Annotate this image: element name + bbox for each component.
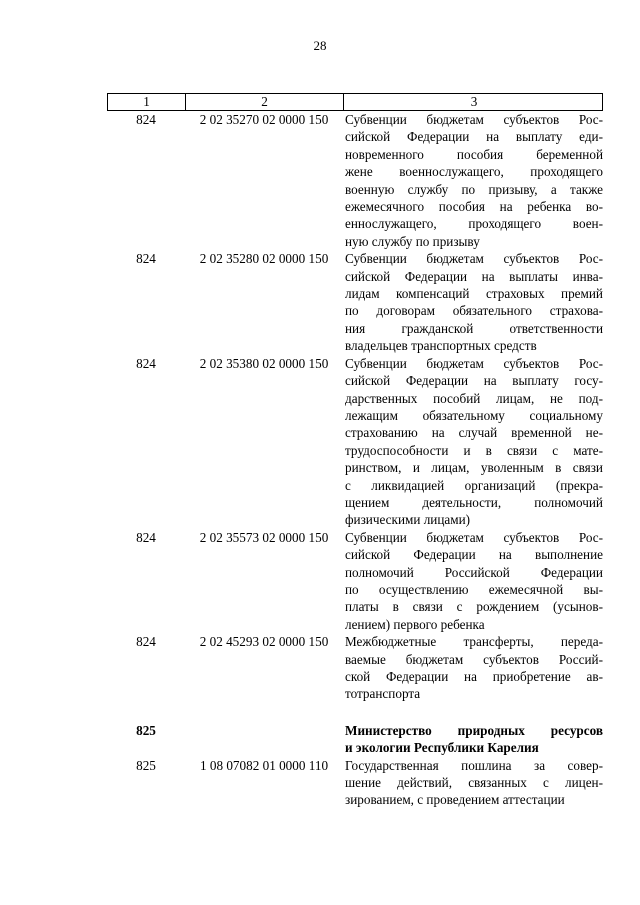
income-code-cell (185, 722, 343, 757)
description-line: шение действий, связанных с лицен- (345, 775, 603, 791)
income-code-cell: 2 02 45293 02 0000 150 (199, 634, 329, 650)
table-row (107, 757, 603, 809)
table-header-row (107, 93, 603, 111)
description-line: зированием, с проведением аттестации (345, 792, 565, 808)
description-line: трудоспособности и в связи с мате- (345, 442, 603, 458)
description-line: ежемесячного пособия на ребенка во- (345, 199, 603, 215)
description-line: сийской Федерации на выплату еди- (345, 129, 603, 145)
table-row (107, 529, 603, 633)
description-line: еннослужащего, проходящего воен- (345, 216, 603, 232)
table-row (107, 355, 603, 529)
description-line: Субвенции бюджетам субъектов Рос- (345, 112, 603, 127)
description-cell (343, 633, 603, 703)
description-line: владельцев транспортных средств (345, 338, 537, 354)
description-line: по договорам обязательного страхова- (345, 303, 603, 319)
description-line: физическими лицами) (345, 512, 471, 528)
description-line: ную службу по призыву (345, 233, 480, 249)
description-line: жене военнослужащего, проходящего (345, 164, 603, 180)
table-body (107, 111, 603, 809)
description-line: полномочий Российской Федерации (345, 564, 603, 580)
description-line: ния гражданской ответственности (345, 320, 603, 336)
admin-code-cell: 825 (136, 757, 156, 773)
table-row (107, 633, 603, 703)
description-cell (343, 250, 603, 354)
description-cell (343, 529, 603, 633)
income-code-cell: 2 02 35280 02 0000 150 (199, 251, 329, 267)
description-cell (343, 111, 603, 250)
column-header-1: 1 (108, 94, 186, 110)
description-line: с ликвидацией организаций (прекра- (345, 477, 603, 493)
admin-code-cell: 824 (136, 112, 156, 127)
description-line: новременного пособия беременной (345, 146, 603, 162)
description-line: ринством, и лицам, уволенным в связи (345, 460, 603, 476)
admin-code-cell: 824 (136, 529, 156, 545)
description-line: тотранспорта (345, 686, 421, 702)
description-line: дарственных пособий лицам, не под- (345, 390, 603, 406)
budget-codes-table (107, 93, 603, 809)
description-line: лежащим обязательному социальному (345, 407, 603, 423)
description-line: платы в связи с рождением (усынов- (345, 599, 603, 615)
description-cell (343, 355, 603, 529)
admin-code-cell: 824 (136, 634, 156, 650)
description-line: Субвенции бюджетам субъектов Рос- (345, 251, 603, 267)
income-code-cell: 2 02 35573 02 0000 150 (199, 529, 329, 545)
description-line: лением) первого ребенка (345, 616, 485, 632)
description-line: щением деятельности, полномочий (345, 494, 603, 510)
column-header-3: 3 (470, 94, 478, 109)
description-cell (343, 722, 603, 757)
description-line: и экологии Республики Карелия (345, 740, 539, 756)
description-line: ваемые бюджетам субъектов Россий- (345, 651, 603, 667)
description-line: военную службу по призыву, а также (345, 181, 603, 197)
description-line: ской Федерации на приобретение ав- (345, 669, 603, 684)
description-line: сийской Федерации на выполнение (345, 547, 603, 563)
description-line: страхованию на случай временной не- (345, 425, 603, 441)
description-line: Субвенции бюджетам субъектов Рос- (345, 355, 603, 371)
description-line: лидам компенсаций страховых премий (345, 286, 603, 302)
description-line: Министерство природных ресурсов (345, 722, 603, 738)
table-row (107, 111, 603, 250)
description-cell (343, 757, 603, 809)
description-line: Межбюджетные трансферты, переда- (345, 634, 603, 650)
description-line: Государственная пошлина за совер- (345, 757, 603, 773)
description-line: сийской Федерации на выплату госу- (345, 373, 603, 389)
income-code-cell: 2 02 35380 02 0000 150 (199, 355, 329, 371)
income-code-cell: 2 02 35270 02 0000 150 (199, 112, 329, 127)
description-line: Субвенции бюджетам субъектов Рос- (345, 529, 603, 545)
admin-code-cell: 824 (136, 251, 156, 267)
section-header-row (107, 722, 603, 757)
table-row (107, 250, 603, 354)
admin-code-cell: 825 (136, 722, 156, 738)
page-number: 28 (313, 38, 327, 53)
column-header-2: 2 (186, 94, 344, 110)
admin-code-cell: 824 (136, 355, 156, 371)
description-line: сийской Федерации на выплаты инва- (345, 268, 603, 284)
income-code-cell: 1 08 07082 01 0000 110 (199, 757, 329, 773)
description-line: по осуществлению ежемесячной вы- (345, 581, 603, 597)
